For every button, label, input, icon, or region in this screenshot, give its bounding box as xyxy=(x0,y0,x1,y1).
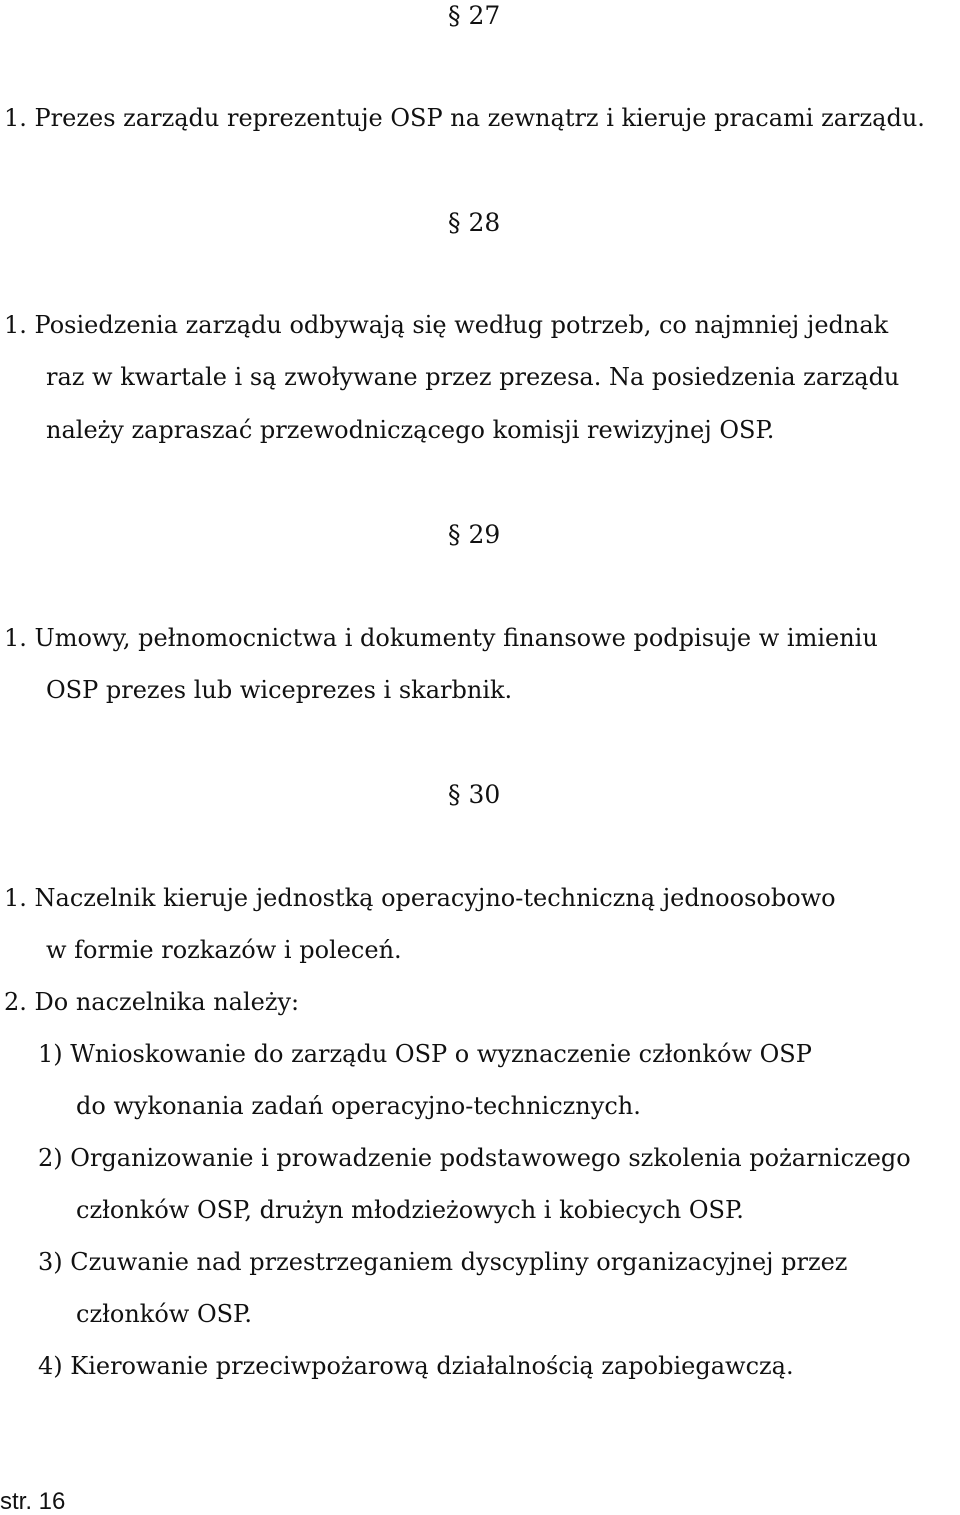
section-30-item-1-line-1: 1. Naczelnik kieruje jednostką operacyjno-techniczną jednoosobowo xyxy=(4,884,836,912)
section-29-item-1-line-1: 1. Umowy, pełnomocnictwa i dokumenty finansowe podpisuje w imieniu xyxy=(4,624,878,652)
section-28-item-1-line-3: należy zapraszać przewodniczącego komisji rewizyjnej OSP. xyxy=(46,416,775,444)
subitem-2-line-1: 2) Organizowanie i prowadzenie podstawowego szkolenia pożarniczego xyxy=(38,1144,911,1172)
section-27-item-1: 1. Prezes zarządu reprezentuje OSP na zewnątrz i kieruje pracami zarządu. xyxy=(4,104,925,132)
subitem-1-line-2: do wykonania zadań operacyjno-technicznych. xyxy=(76,1092,641,1120)
section-heading-28: § 28 xyxy=(448,208,501,237)
subitem-3-line-1: 3) Czuwanie nad przestrzeganiem dyscypliny organizacyjnej przez xyxy=(38,1248,848,1276)
section-heading-29: § 29 xyxy=(448,520,501,549)
section-29-item-1-line-2: OSP prezes lub wiceprezes i skarbnik. xyxy=(46,676,513,704)
section-30-item-1-line-2: w formie rozkazów i poleceń. xyxy=(46,936,402,964)
subitem-3-line-2: członków OSP. xyxy=(76,1300,252,1328)
section-28-item-1-line-2: raz w kwartale i są zwoływane przez prezesa. Na posiedzenia zarządu xyxy=(46,363,900,391)
section-heading-27: § 27 xyxy=(448,1,501,30)
section-28-item-1-line-1: 1. Posiedzenia zarządu odbywają się według potrzeb, co najmniej jednak xyxy=(4,311,889,339)
subitem-4: 4) Kierowanie przeciwpożarową działalnością zapobiegawczą. xyxy=(38,1352,794,1380)
subitem-1-line-1: 1) Wnioskowanie do zarządu OSP o wyznaczenie członków OSP xyxy=(38,1040,812,1068)
page-number: str. 16 xyxy=(0,1488,66,1515)
section-30-item-2: 2. Do naczelnika należy: xyxy=(4,988,300,1016)
section-heading-30: § 30 xyxy=(448,780,501,809)
subitem-2-line-2: członków OSP, drużyn młodzieżowych i kobiecych OSP. xyxy=(76,1196,744,1224)
